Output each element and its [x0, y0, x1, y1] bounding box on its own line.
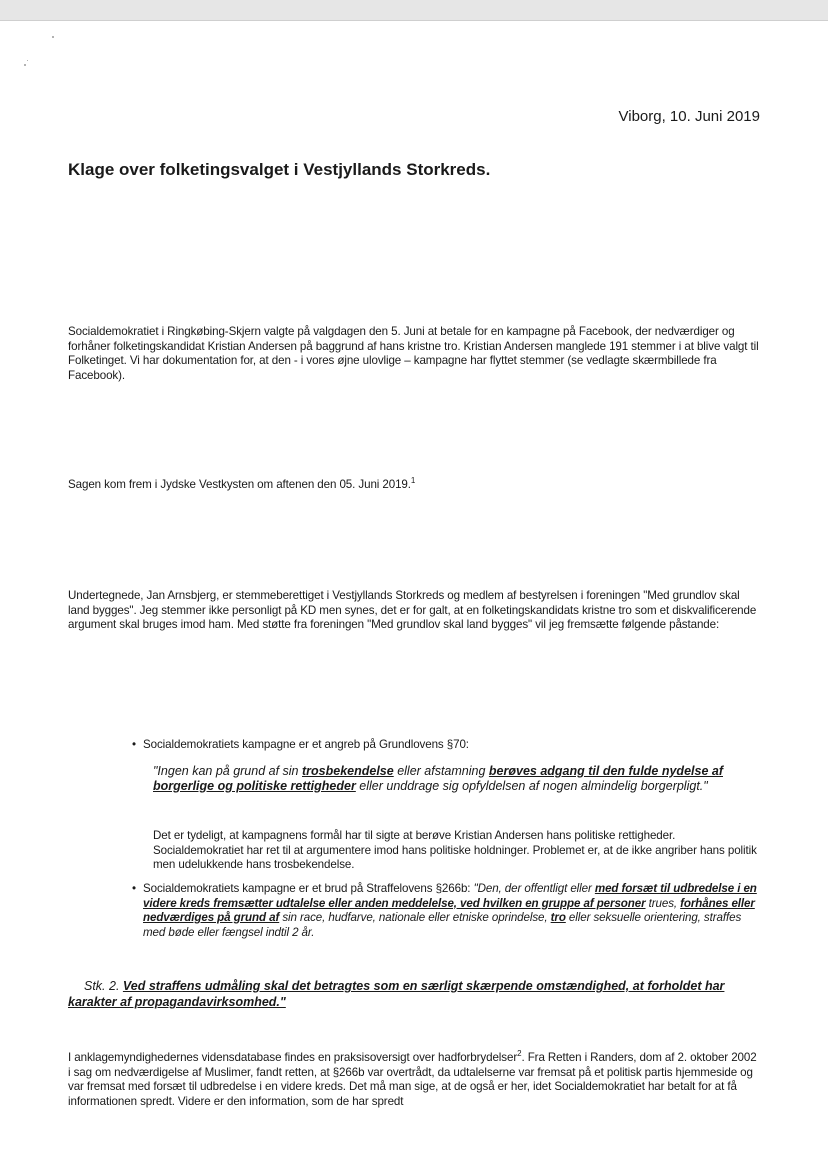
bullet-grundlov-text: Socialdemokratiets kampagne er et angreb på Grundlovens §70: [143, 738, 469, 751]
scan-speck [24, 64, 26, 66]
scanner-top-edge [0, 20, 828, 21]
footnote-ref-2: 2 [517, 1049, 522, 1059]
bullet-marker: • [132, 882, 136, 895]
paragraph-explanation: Det er tydeligt, at kampagnens formål har til sigte at berøve Kristian Andersen hans politiske rettigheder. Socialdemokratiet har ret til at argumentere imod hans politiske holdninger. Problemet er, at de ikke angriber hans politik men udelukkende hans trosbekendelse. [153, 829, 757, 871]
news-source-text: Sagen kom frem i Jydske Vestkysten om aftenen den 05. Juni 2019. [68, 478, 411, 491]
paragraph-praksis: I anklagemyndighedernes vidensdatabase findes en praksisoversigt over hadforbrydelser$^2$. Fra Retten i Randers, dom af 2. oktober 2002 i sag om nedværdigelse af Muslimer, fandt retten, at §266b var overtrådt, da udtalelserne var fremsat på et politisk partis hjemmeside og var fremsat med forsæt til udbredelse i en videre kreds. Det må man sige, at de også er her, idet Socialdemokratiet har betalt for at få informationen spredt. Videre er den information, som de har spredt [68, 1049, 757, 1108]
scan-speck [27, 60, 28, 61]
bullet-grundlov [132, 738, 763, 753]
paragraph-news-source [68, 478, 762, 493]
stk2-quote: Stk. 2. Ved straffens udmåling skal det betragtes som en særligt skærpende omstændighed, at forholdet har karakter af propagandavirksomhed." [68, 979, 725, 1009]
document-title: Klage over folketingsvalget i Vestjyllands Storkreds. [68, 160, 491, 179]
paragraph-complainant: Undertegnede, Jan Arnsbjerg, er stemmeberettiget i Vestjyllands Storkreds og medlem af bestyrelsen i foreningen "Med grundlov skal land bygges". Jeg stemmer ikke personligt på KD men synes, det er for galt, at en folketingskandidats kristne tro som et diskvalificerende argument skal bruges imod ham. Med støtte fra foreningen "Med grundlov skal land bygges" vil jeg fremsætte følgende påstande: [68, 589, 757, 631]
footnote-ref-1: 1 [410, 476, 416, 486]
scan-speck [52, 36, 54, 38]
bullet-straffelov: • Socialdemokratiets kampagne er et brud på Straffelovens §266b: "Den, der offentligt eller med forsæt til udbredelse i en videre kreds fremsætter udtalelse eller anden meddelelse, ved hvilken en gruppe af personer trues, forhånes eller nedværdiges på grund af sin race, hudfarve, nationale eller etniske oprindelse, tro eller seksuelle orientering, straffes med bøde eller fængsel indtil 2 år. [132, 882, 757, 939]
date-line: Viborg, 10. Juni 2019 [618, 108, 760, 125]
paragraph-campaign: Socialdemokratiet i Ringkøbing-Skjern valgte på valgdagen den 5. Juni at betale for en kampagne på Facebook, der nedværdiger og forhåner folketingskandidat Kristian Andersen på baggrund af hans kristne tro. Kristian Andersen manglede 191 stemmer i at blive valgt til Folketinget. Vi har dokumentation for, at den - i vores øjne ulovlige – kampagne har flyttet stemmer (se vedlagte skærmbillede fra Facebook). [68, 325, 759, 382]
scanner-top-bar [0, 0, 828, 20]
grundlov-quote: "Ingen kan på grund af sin trosbekendelse eller afstamning berøves adgang til den fulde nydelse af borgerlige og politiske rettigheder eller unddrage sig opfyldelsen af nogen almindelig borgerpligt." [153, 764, 723, 793]
bullet-marker: • [132, 738, 136, 751]
